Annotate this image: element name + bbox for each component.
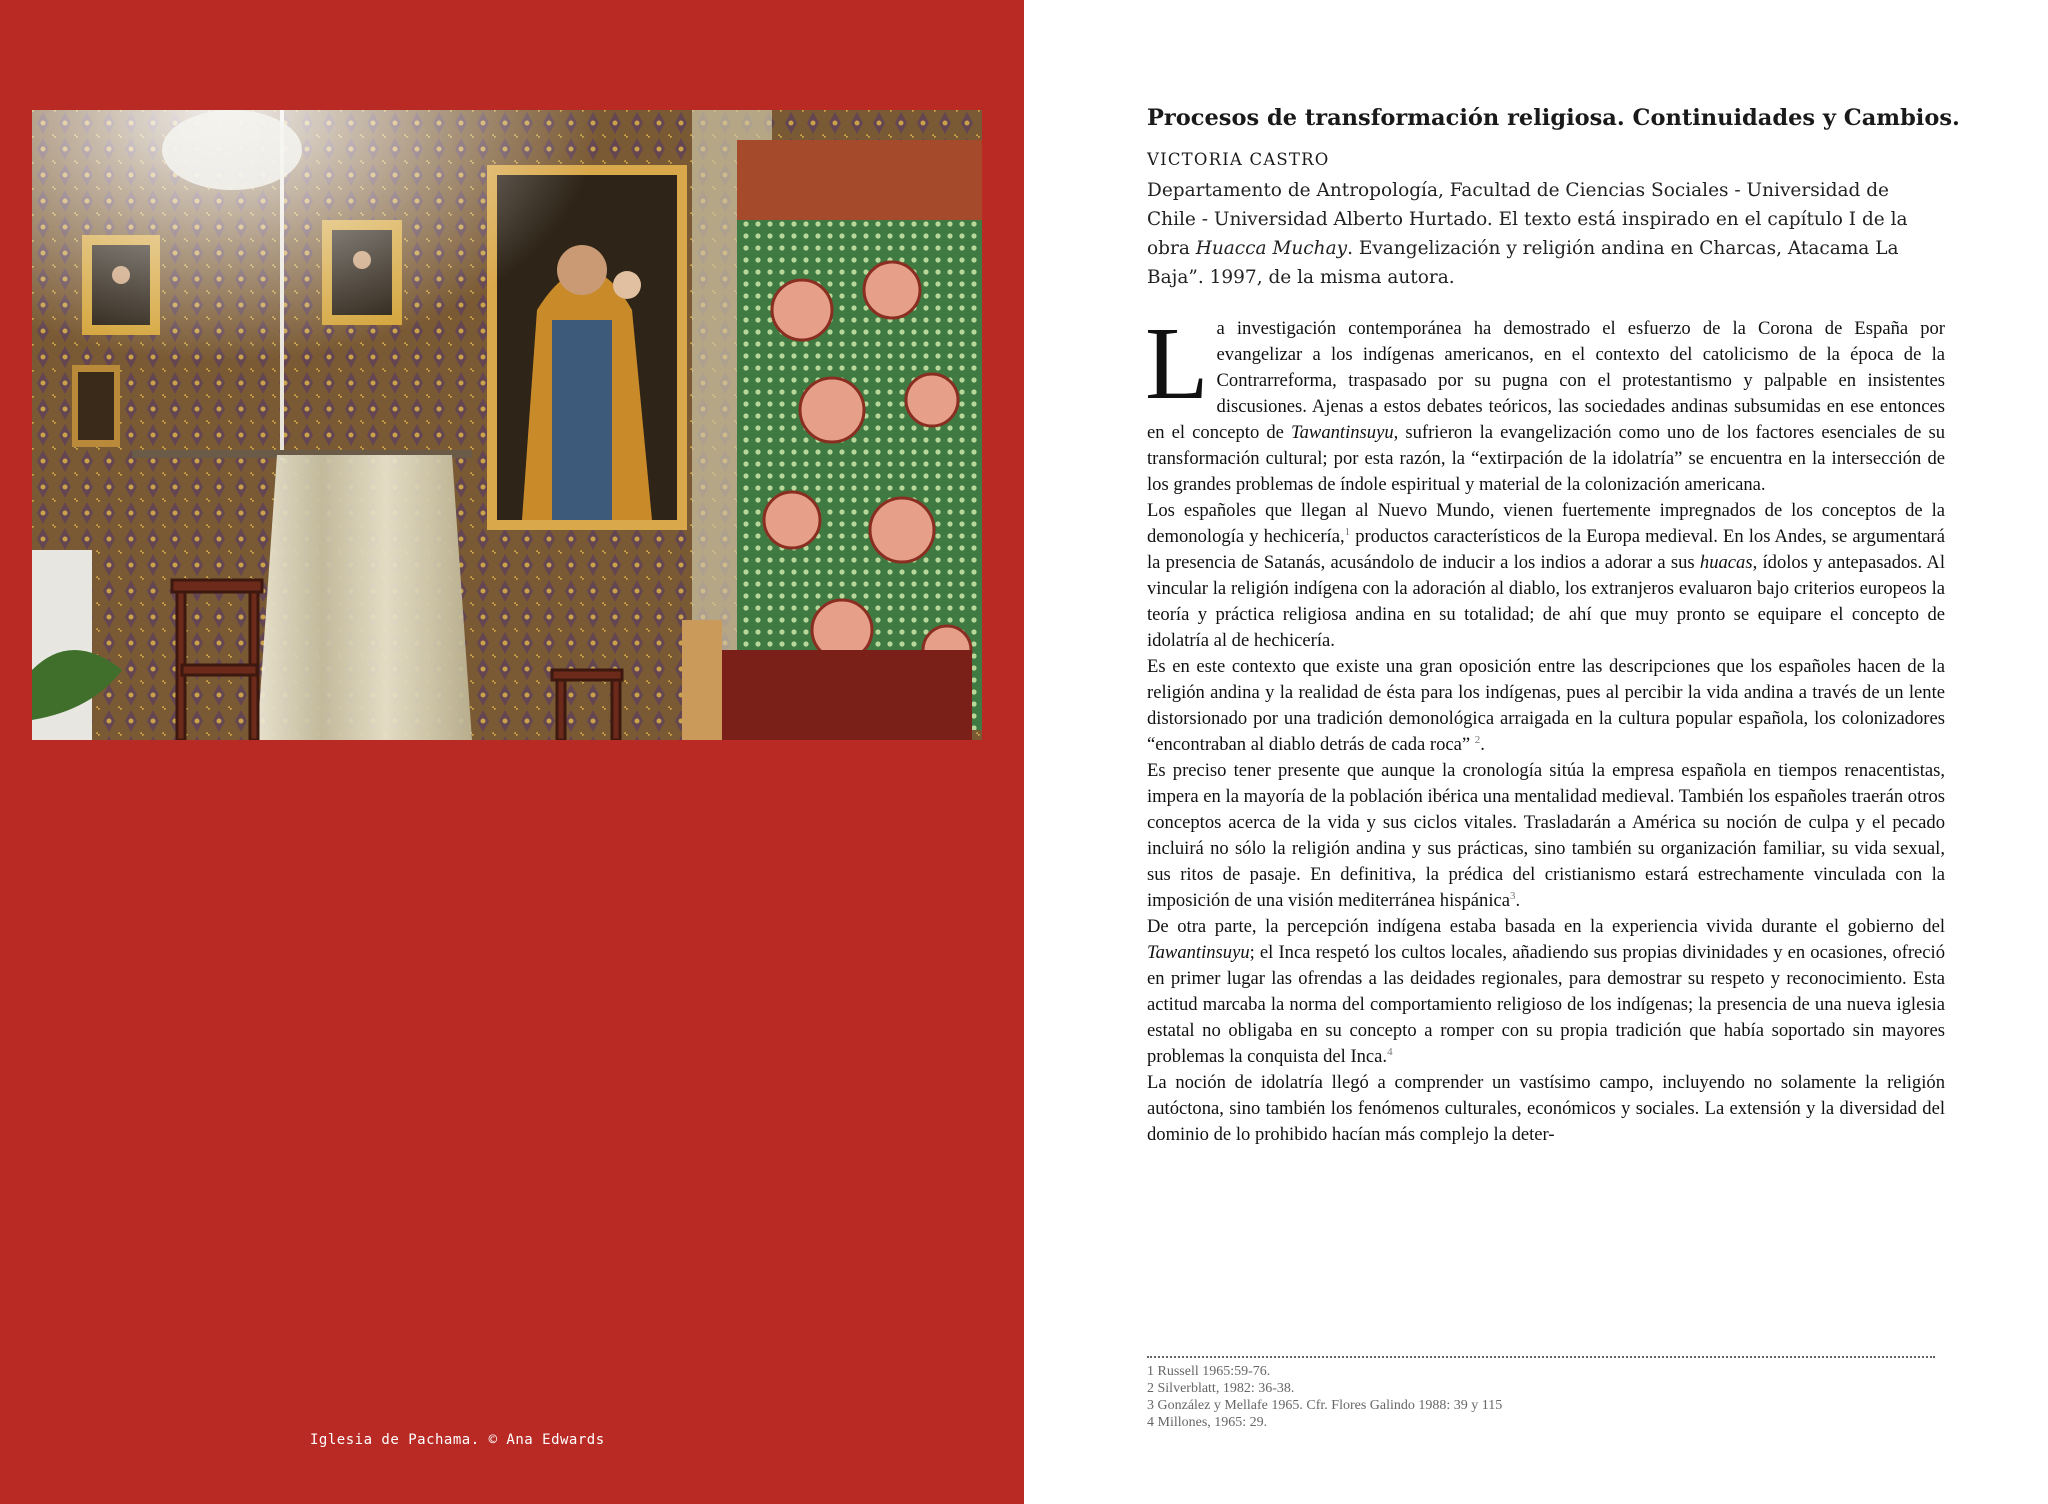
footnote-ref: 3 bbox=[1510, 889, 1516, 902]
drop-cap: L bbox=[1145, 306, 1209, 421]
author-affiliation bbox=[1147, 176, 1937, 292]
article-title: Procesos de transformación religiosa. Continuidades y Cambios. bbox=[1147, 105, 1960, 131]
work-title: Huacca Muchay bbox=[1195, 238, 1348, 259]
footnote-ref: 2 bbox=[1474, 733, 1481, 746]
photo-caption: Iglesia de Pachama. © Ana Edwards bbox=[310, 1432, 605, 1448]
paragraph: Es preciso tener presente que aunque la cronología sitúa la empresa española en tiempos renacentistas, impera en la mayoría de la población ibérica una mentalidad medieval. También los españoles traerán otros conceptos acerca de la vida y sus ciclos vitales. Trasladarán a América su noción de culpa y el pecado incluirá no sólo la religión andina y sus prácticas, sino también su organización familiar, su vida sexual, sus ritos de pasaje. En definitiva, la prédica del cristianismo estará estrechamente vinculada con la imposición de una visión mediterránea hispánica$^3$. bbox=[1147, 760, 1945, 911]
footnotes bbox=[1147, 1363, 1502, 1431]
church-interior-illustration bbox=[32, 110, 982, 740]
paragraph: La investigación contemporánea ha demostrado el esfuerzo de la Corona de España por evangelizar a los indígenas americanos, en el contexto del catolicismo de la época de la Contrarreforma, traspasado por su pugna con el protestantismo y palpable en insistentes discusiones. Ajenas a estos debates teóricos, las sociedades andinas subsumidas en ese entonces en el concepto de Tawantinsuyu, sufrieron la evangelización como uno de los factores esenciales de su transformación cultural; por esta razón, la “extirpación de la idolatría” se encuentra en la intersección de los grandes problemas de índole espiritual y material de la colonización americana. bbox=[1145, 306, 1945, 495]
footnote-ref: 1 bbox=[1344, 525, 1351, 538]
footnotes-divider bbox=[1147, 1356, 1935, 1358]
article-author: VICTORIA CASTRO bbox=[1147, 150, 1330, 169]
affiliation-text: . Evangelización y religión andina en Charcas, Atacama La Baja”. 1997, de la misma autora. bbox=[1147, 238, 1899, 288]
footnote-ref: 4 bbox=[1387, 1045, 1393, 1058]
paragraph: Los españoles que llegan al Nuevo Mundo, vienen fuertemente impregnados de los conceptos de la demonología y hechicería,$^1$ productos característicos de la Europa medieval. En los Andes, se argumentará la presencia de Satanás, acusándolo de inducir a los indios a adorar a sus huacas, ídolos y antepasados. Al vincular la religión indígena con la adoración al diablo, los extranjeros evaluaron bajo criterios europeos la teoría y práctica religiosa andina en su totalidad; de ahí que muy pronto se equipare el concepto de idolatría al de hechicería. bbox=[1147, 500, 1945, 651]
footnote: 4 Millones, 1965: 29. bbox=[1147, 1415, 1268, 1430]
footnote: 1 Russell 1965:59-76. bbox=[1147, 1364, 1271, 1379]
right-page bbox=[1024, 0, 2048, 1504]
article-body bbox=[1145, 306, 1945, 1148]
church-interior-photo bbox=[32, 110, 982, 740]
footnote: 2 Silverblatt, 1982: 36-38. bbox=[1147, 1381, 1295, 1396]
paragraph: Es en este contexto que existe una gran oposición entre las descripciones que los españoles hacen de la religión andina y la realidad de ésta para los indígenas, pues al percibir la vida andina a través de un lente distorsionado por una tradición demonológica arraigada en la cultura popular española, los colonizadores “encontraban al diablo detrás de cada roca” $^2$. bbox=[1147, 656, 1945, 755]
paragraph: De otra parte, la percepción indígena estaba basada en la experiencia vivida durante el gobierno del Tawantinsuyu; el Inca respetó los cultos locales, añadiendo sus propias divinidades y en ocasiones, ofreció en primer lugar las ofrendas a las deidades regionales, para demostrar su respeto y reconocimiento. Esta actitud marcaba la norma del comportamiento religioso de los indígenas; la presencia de una nueva iglesia estatal no obligaba en su concepto a romper con su propia tradición que había soportado sin mayores problemas la conquista del Inca.$^4$ bbox=[1147, 916, 1945, 1067]
footnote: 3 González y Mellafe 1965. Cfr. Flores Galindo 1988: 39 y 115 bbox=[1147, 1398, 1503, 1413]
paragraph: La noción de idolatría llegó a comprender un vastísimo campo, incluyendo no solamente la religión autóctona, sino también los fenómenos culturales, económicos y sociales. La extensión y la diversidad del dominio de lo prohibido hacían más complejo la deter- bbox=[1147, 1072, 1945, 1145]
affiliation-text: Departamento de Antropología, Facultad de Ciencias Sociales - Universidad de Chile - Universidad Alberto Hurtado. El texto está inspirado en el capítulo I de la obra bbox=[1147, 180, 1908, 259]
